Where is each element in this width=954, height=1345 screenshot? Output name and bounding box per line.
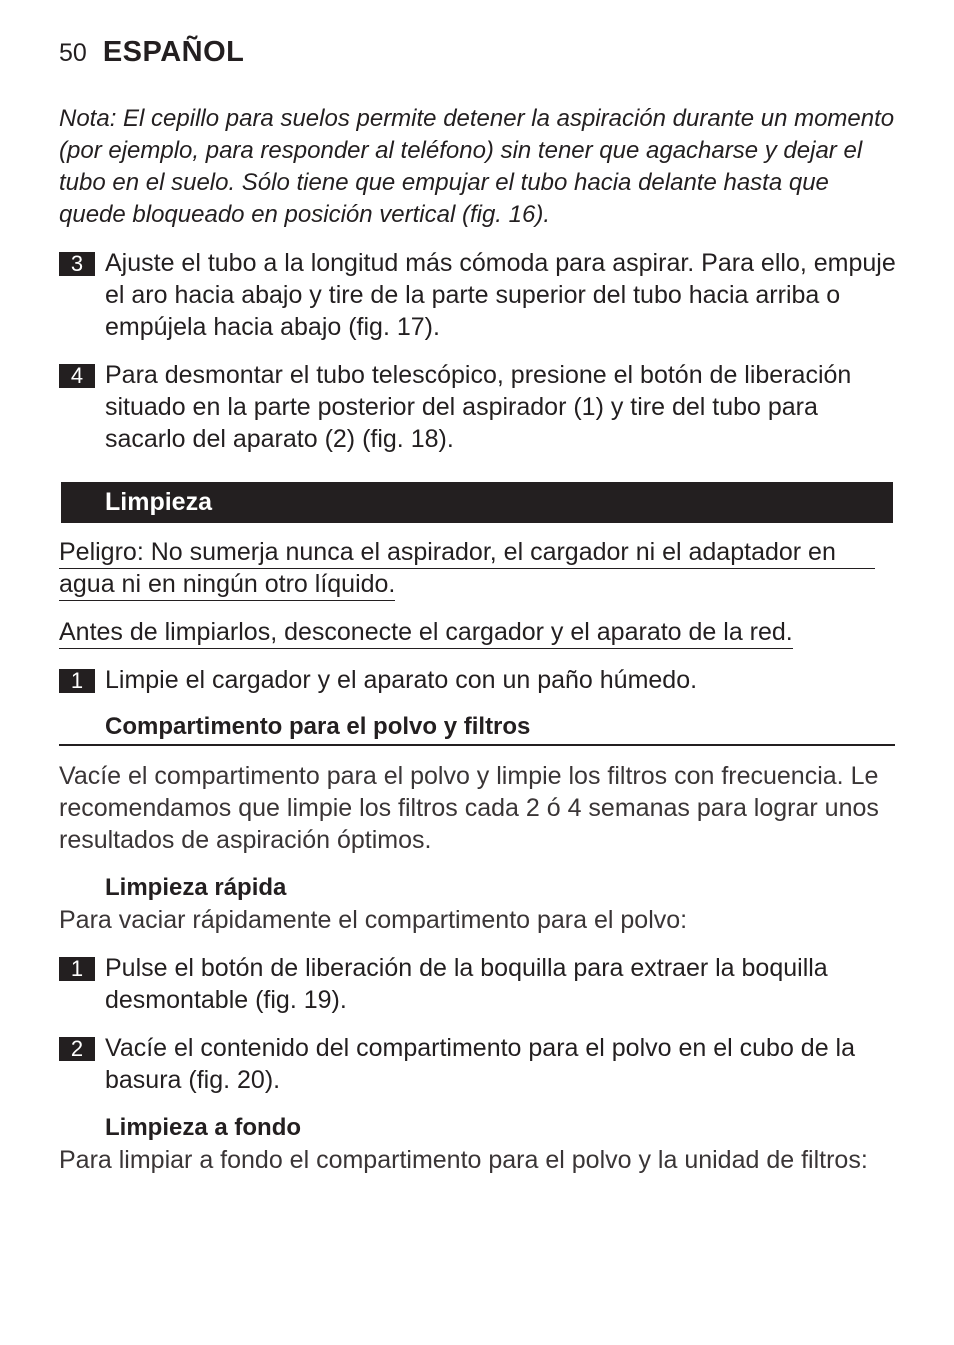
page-header [59, 36, 244, 72]
dust-intro-paragraph: Vacíe el compartimento para el polvo y limpie los filtros con frecuencia. Le recomendamos que limpie los filtros cada 2 ó 4 semanas para lograr unos resultados de aspiración óptimos. [59, 762, 879, 854]
step-text: Limpie el cargador y el aparato con un paño húmedo. [105, 666, 698, 694]
step-text: Pulse el botón de liberación de la boquilla para extraer la boquilla desmontable (fig. 19). [105, 954, 828, 1014]
step-3 [59, 247, 899, 343]
step-number: 2 [59, 1037, 95, 1061]
unplug-warning: Antes de limpiarlos, desconecte el cargador y el aparato de la red. [59, 616, 793, 649]
step-number: 1 [59, 669, 95, 693]
step-text: Vacíe el contenido del compartimento para el polvo en el cubo de la basura (fig. 20). [105, 1034, 856, 1094]
danger-warning-line-2: agua ni en ningún otro líquido. [59, 568, 395, 601]
step-text: Para desmontar el tubo telescópico, presione el botón de liberación situado en la parte posterior del aspirador (1) y tire del tubo para sacarlo del aparato (2) (fig. 18). [105, 361, 852, 453]
step-number: 3 [59, 252, 95, 276]
step-number: 4 [59, 364, 95, 388]
language-title: ESPAÑOL [102, 36, 245, 68]
step-4 [59, 359, 899, 455]
step-text: Ajuste el tubo a la longitud más cómoda para aspirar. Para ello, empuje el aro hacia abajo y tire de la parte superior del tubo hacia arriba o empújela hacia abajo (fig. 17). [105, 249, 896, 341]
quick-step-2 [59, 1032, 899, 1096]
step-clean-1 [59, 664, 899, 696]
note-paragraph: Nota: El cepillo para suelos permite detener la aspiración durante un momento (por ejemplo, para responder al teléfono) sin tener que agacharse y dejar el tubo en el suelo. Sólo tiene que empujar el tubo hacia delante hasta que quede bloqueado en posición vertical (fig. 16). [59, 105, 895, 228]
thorough-clean-intro: Para limpiar a fondo el compartimento para el polvo y la unidad de filtros: [59, 1146, 868, 1174]
section-header-cleaning: Limpieza [61, 482, 893, 523]
step-number: 1 [59, 957, 95, 981]
danger-warning-line-1: Peligro: No sumerja nunca el aspirador, el cargador ni el adaptador en [59, 536, 875, 569]
quick-step-1 [59, 952, 899, 1016]
thorough-clean-heading: Limpieza a fondo [105, 1114, 302, 1141]
quick-clean-heading: Limpieza rápida [105, 874, 287, 901]
dust-filter-subheading: Compartimento para el polvo y filtros [59, 710, 895, 746]
quick-clean-intro: Para vaciar rápidamente el compartimento para el polvo: [59, 906, 688, 934]
page-number: 50 [59, 39, 87, 67]
